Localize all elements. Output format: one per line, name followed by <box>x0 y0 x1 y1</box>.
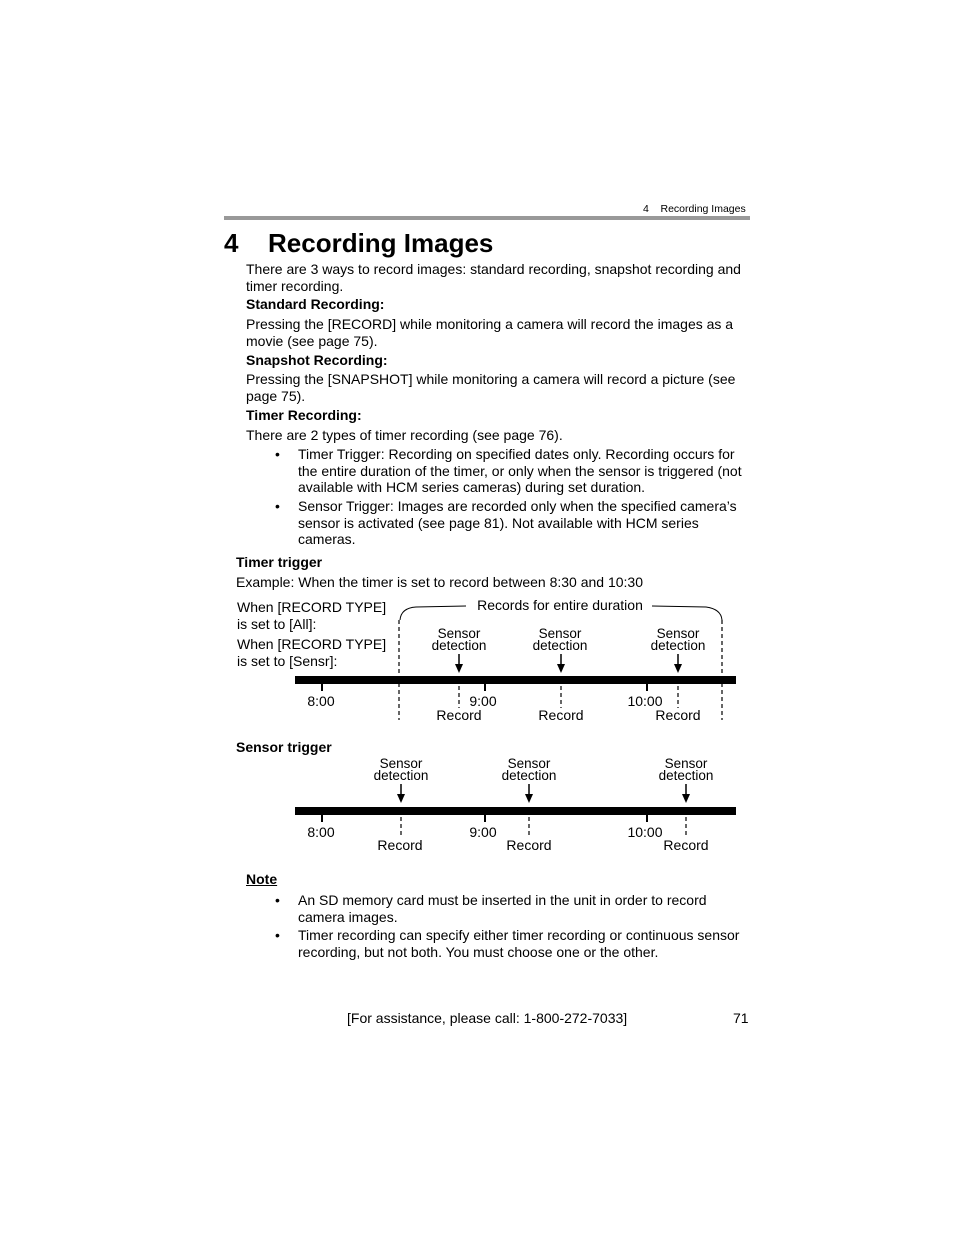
note-item: Timer recording can specify either timer recording or continuous sensor recording, but not both. You must choose one or the other. <box>298 927 740 960</box>
note-item: An SD memory card must be inserted in the unit in order to record camera images. <box>298 892 707 925</box>
record-type-all-line1: When [RECORD TYPE] <box>237 599 387 615</box>
bullet-marker: • <box>275 892 280 908</box>
sensor-label-2a: Sensor <box>538 626 582 641</box>
entire-duration-label: Records for entire duration <box>477 597 643 613</box>
timer-trigger-example: Example: When the timer is set to record between 8:30 and 10:30 <box>236 574 644 590</box>
bullet-marker: • <box>275 927 280 943</box>
timeline-bar <box>295 807 736 815</box>
sensor-label-1b: detection <box>431 638 487 653</box>
sensor-label-2b: detection <box>532 638 588 653</box>
sensor-trigger-bullet: Sensor Trigger: Images are recorded only when the specified camera’s sensor is activated (see page 81). Not available with HCM series cameras. <box>298 498 737 547</box>
sensor-label-3b: detection <box>650 638 706 653</box>
snapshot-recording-body: Pressing the [SNAPSHOT] while monitoring a camera will record a picture (see page 75). <box>246 371 736 404</box>
time-label-10: 10:00 <box>627 824 663 840</box>
chapter-number: 4 <box>224 228 239 258</box>
time-label-9: 9:00 <box>469 693 497 709</box>
note-heading: Note <box>246 871 278 887</box>
sensor-arrow-icon <box>525 784 533 803</box>
footer-assistance: [For assistance, please call: 1-800-272-7033] <box>347 1010 628 1026</box>
sensor-label-2b: detection <box>501 768 557 783</box>
sensor-arrow-icon <box>397 784 405 803</box>
sensor-label-1a: Sensor <box>437 626 481 641</box>
record-label: Record <box>663 837 709 853</box>
record-label: Record <box>655 707 701 723</box>
bullet-marker: • <box>275 498 280 514</box>
timer-recording-heading: Timer Recording: <box>246 407 362 423</box>
running-head: 4 Recording Images <box>643 203 746 215</box>
timer-recording-body: There are 2 types of timer recording (see page 76). <box>246 427 563 443</box>
intro-paragraph: There are 3 ways to record images: standard recording, snapshot recording and timer recording. <box>246 261 741 294</box>
timer-trigger-bullet: Timer Trigger: Recording on specified dates only. Recording occurs for the entire duration of the timer, or only when the sensor is triggered (not available with HCM series cameras) during set duration. <box>298 446 742 495</box>
time-label-9: 9:00 <box>469 824 497 840</box>
record-type-sensr-line1: When [RECORD TYPE] <box>237 636 387 652</box>
time-label-10: 10:00 <box>627 693 663 709</box>
sensor-label-1a: Sensor <box>379 756 423 771</box>
record-label: Record <box>506 837 552 853</box>
record-label: Record <box>436 707 482 723</box>
sensor-label-1b: detection <box>373 768 429 783</box>
time-label-8: 8:00 <box>307 824 335 840</box>
sensor-label-2a: Sensor <box>507 756 551 771</box>
sensor-label-3a: Sensor <box>664 756 708 771</box>
chapter-title-text: Recording Images <box>268 228 494 258</box>
record-type-all-line2: is set to [All]: <box>237 616 317 632</box>
sensor-trigger-heading: Sensor trigger <box>236 739 332 755</box>
record-type-sensr-line2: is set to [Sensr]: <box>237 653 338 669</box>
standard-recording-heading: Standard Recording: <box>246 296 385 312</box>
standard-recording-body: Pressing the [RECORD] while monitoring a camera will record the images as a movie (see page 75). <box>246 316 734 349</box>
sensor-label-3a: Sensor <box>656 626 700 641</box>
sensor-label-3b: detection <box>658 768 714 783</box>
sensor-arrow-icon <box>682 784 690 803</box>
record-label: Record <box>377 837 423 853</box>
record-label: Record <box>538 707 584 723</box>
page-number: 71 <box>733 1010 749 1026</box>
snapshot-recording-heading: Snapshot Recording: <box>246 352 388 368</box>
time-label-8: 8:00 <box>307 693 335 709</box>
timer-trigger-heading: Timer trigger <box>236 554 323 570</box>
bullet-marker: • <box>275 446 280 462</box>
